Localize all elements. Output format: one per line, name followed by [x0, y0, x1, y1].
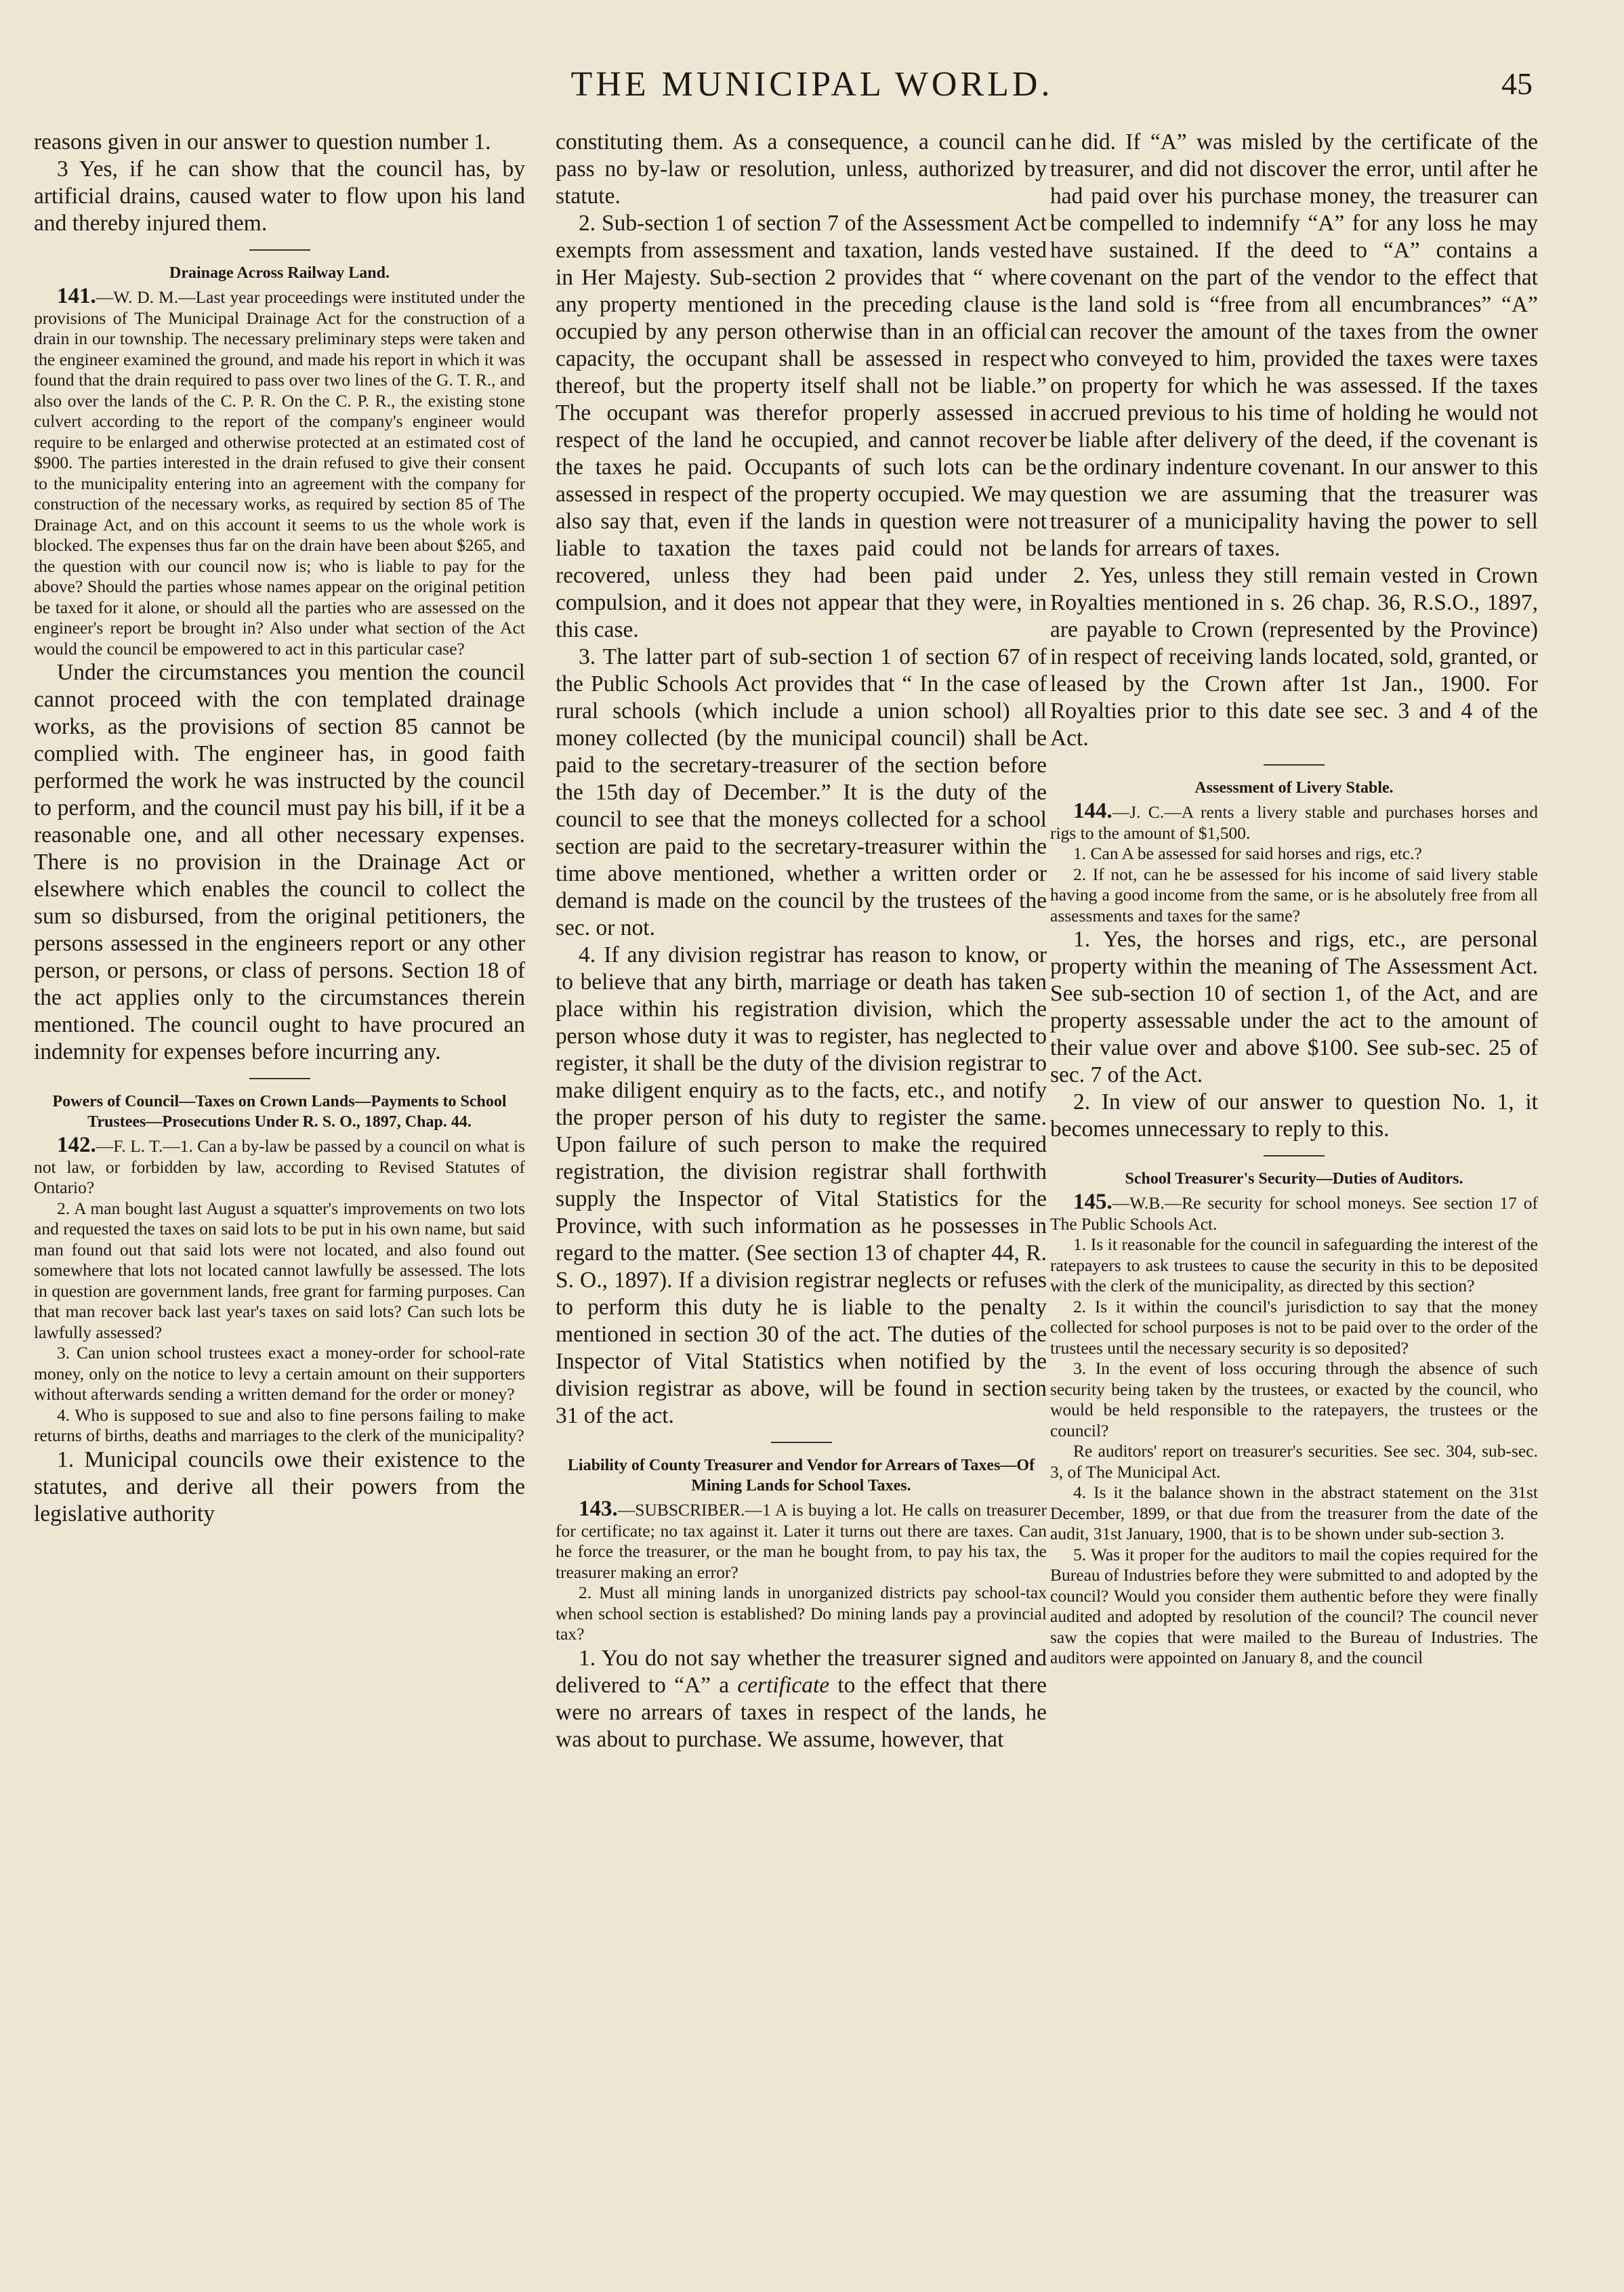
paragraph: 2. Sub-section 1 of section 7 of the Assessment Act exempts from assessment and taxation, lands vested in Her Majesty. Sub-section 2 provides that “ where any property mentioned in the preceding clause is occupied by any person otherwise than in an official capacity, the occupant shall be assessed in respect thereof, but the property itself shall not be liable.” The occupant was therefor properly assessed in respect of the land he occupied, and cannot recover the taxes he paid. Occupants of such lots can be assessed in respect of the property occupied. We may also say that, even if the lands in question were not liable to taxation the taxes paid could not be recovered, unless they had been paid under compulsion, and it does not appear that they were, in this case.	[556, 211, 1047, 642]
question-text: 2. A man bought last August a squatter's improvements on two lots and requested the taxes on said lots to be put in his own name, but said man found out that said lots were not located, and also found out somewhere that lots not located cannot lawfully be assessed. The lots in question are government lands, free grant for farming purposes. Can that man recover back last year's taxes on said lots? Can such lots be lawfully assessed?	[34, 1198, 525, 1342]
emphasis-text: certificate	[737, 1672, 830, 1698]
section-heading: Assessment of Livery Stable.	[1194, 779, 1394, 797]
section-divider	[1264, 1155, 1325, 1157]
section-heading: Drainage Across Railway Land.	[169, 264, 390, 282]
question-number: 143.	[579, 1497, 618, 1521]
question-text: 3. Can union school trustees exact a money-order for school-rate money, only on the notice to levy a certain amount on their supporters without afterwards sending a written demand for the order or money?	[34, 1343, 525, 1404]
answer-paragraph	[556, 1645, 1047, 1753]
section-divider	[249, 249, 310, 251]
paragraph: reasons given in our answer to question number 1.	[34, 129, 491, 154]
question-text: 2. If not, can he be assessed for his income of said livery stable having a good income from the same, or is he absolutely free from all assessments and taxes for the same?	[1050, 864, 1538, 925]
question-text: 3. In the event of loss occuring through the absence of such security being taken by the trustees, or exacted by the council, who would be held responsible to the ratepayers, the trustees or the council?	[1050, 1358, 1538, 1440]
section-divider	[1264, 764, 1325, 766]
paragraph: 4. If any division registrar has reason to know, or to believe that any birth, marriage or death has taken place within his registration division, which the person whose duty it was to register, has neglected to register, it shall be the duty of the division registrar to make diligent enquiry as to the facts, etc., and notify the proper person of his duty to register the same. Upon failure of such person to make the required registration, the division registrar shall forthwith supply the Inspector of Vital Statistics for the Province, with such information as he possesses in regard to the matter. (See section 13 of chapter 44, R. S. O., 1897). If a division registrar neglects or refuses to perform this duty he is liable to the penalty mentioned in section 30 of the act. The duties of the Inspector of Vital Statistics when notified by the division registrar as above, will be found in section 31 of the act.	[556, 942, 1047, 1428]
question-142	[34, 1135, 525, 1199]
question-number: 145.	[1073, 1190, 1112, 1214]
publication-title: THE MUNICIPAL WORLD.	[570, 65, 1054, 104]
question-text: —W.B.—Re security for school moneys. See section 17 of The Public Schools Act.	[1050, 1193, 1538, 1234]
answer-paragraph: 2. In view of our answer to question No. 1, it becomes unnecessary to reply to this.	[1050, 1089, 1538, 1142]
section-heading: School Treasurer's Security—Duties of Auditors.	[1125, 1170, 1463, 1188]
question-number: 141.	[57, 284, 96, 308]
question-text: 2. Must all mining lands in unorganized districts pay school-tax when school section is established? Do mining lands pay a provincial tax?	[556, 1583, 1047, 1644]
question-text: Re auditors' report on treasurer's securities. See sec. 304, sub-sec. 3, of The Municipal Act.	[1050, 1441, 1538, 1482]
paragraph: 2. Yes, unless they still remain vested in Crown Royalties mentioned in s. 26 chap. 36, R.S.O., 1897, are payable to Crown (represented by the Province) in respect of receiving lands located, sold, granted, or leased by the Crown after 1st Jan., 1900. For Royalties prior to this date see sec. 3 and 4 of the Act.	[1050, 563, 1538, 751]
answer-text: to the effect that there were no arrears of taxes in respect of the lands, he was about to purchase. We assume, however, that	[556, 1672, 1047, 1752]
column-2	[556, 129, 1047, 2263]
question-text: 4. Is it the balance shown in the abstract statement on the 31st December, 1899, or that due from the treasurer from the date of the audit, 31st January, 1900, that is to be shown under sub-section 3.	[1050, 1482, 1538, 1543]
section-heading: Powers of Council—Taxes on Crown Lands—Payments to School Trustees—Prosecutions Under R. S. O., 1897, Chap. 44.	[52, 1093, 507, 1131]
question-text: —F. L. T.—1. Can a by-law be passed by a council on what is not law, or forbidden by law, according to Revised Statutes of Ontario?	[34, 1136, 525, 1197]
section-divider	[771, 1442, 832, 1443]
question-text: 1. Can A be assessed for said horses and rigs, etc.?	[1073, 843, 1422, 863]
answer-paragraph: 1. Yes, the horses and rigs, etc., are personal property within the meaning of The Assessment Act. See sub-section 10 of section 1, of the Act, and are property assessable under the act to the amount of their value over and above $100. See sub-sec. 25 of sec. 7 of the Act.	[1050, 927, 1538, 1087]
paragraph: he did. If “A” was misled by the certificate of the treasurer, and did not discover the error, until after he had paid over his purchase money, the treasurer can be compelled to indemnify “A” for any loss he may have sustained. If the deed to “A” contains a covenant on the part of the vendor to the effect that the land sold is “free from all encumbrances” “A” can recover the amount of the taxes from the owner who conveyed to him, provided the taxes were taxes on property for which he was assessed. If the taxes accrued previous to his time of holding he would not be liable after delivery of the deed, if the covenant is the ordinary indenture covenant. In our answer to this question we are assuming that the treasurer was treasurer of a municipality having the power to sell lands for arrears of taxes.	[1050, 129, 1538, 561]
question-text: 1. Is it reasonable for the council in safeguarding the interest of the ratepayers to ask trustees to cause the security in this to be deposited with the clerk of the municipality, as directed by this section?	[1050, 1234, 1538, 1295]
paragraph: 3. The latter part of sub-section 1 of section 67 of the Public Schools Act provides that “ In the case of rural schools (which include a union school) all money collected (by the municipal council) shall be paid to the secretary-treasurer of the section before the 15th day of December.” It is the duty of the council to see that the moneys collected for a school section are paid to the secretary-treasurer within the time above mentioned, whether a written order or demand is made on the council by the trustees of the sec. or not.	[556, 644, 1047, 940]
question-text: —SUBSCRIBER.—1 A is buying a lot. He calls on treasurer for certificate; no tax against it. Later it turns out there are taxes. Can he force the treasurer, or the man he bought from, to pay his tax, the treasurer making an error?	[556, 1500, 1047, 1582]
question-text: 2. Is it within the council's jurisdiction to say that the money collected for school purposes is not to be paid over to the order of the trustees until the necessary security is so deposited?	[1050, 1296, 1538, 1358]
column-1	[34, 129, 525, 2263]
section-divider	[249, 1078, 310, 1079]
column-3	[1050, 129, 1538, 2263]
question-141	[34, 286, 525, 659]
question-text: 4. Who is supposed to sue and also to fine persons failing to make returns of births, deaths and marriages to the clerk of the municipality?	[34, 1404, 525, 1445]
answer-paragraph: Under the circumstances you mention the council cannot proceed with the con templated drainage works, as the provisions of section 85 cannot be complied with. The engineer has, in good faith performed the work he was instructed by the council to perform, and the council must pay his bill, if it be a reasonable one, and all other necessary expenses. There is no provision in the Drainage Act or elsewhere which enables the council to collect the sum so disbursed, from the original petitioners, the persons assessed in the engineers report or any other person, or persons, or class of persons. Section 18 of the act applies only to the circumstances therein mentioned. The council ought to have procured an indemnity for expenses before incurring any.	[34, 660, 525, 1064]
question-text: —W. D. M.—Last year proceedings were instituted under the provisions of The Municipal Drainage Act for the construction of a drain in our township. The necessary preliminary steps were taken and the engineer examined the ground, and made his report in which it was found that the drain required to pass over two lines of the G. T. R., and also over the lands of the C. P. R. On the C. P. R., the existing stone culvert according to the report of the company's engineer would require to be enlarged and otherwise protected at an estimated cost of $900. The parties interested in the drain refused to give their consent to the municipality entering into an agreement with the company for construction of the necessary works, as required by section 85 of The Drainage Act, and on this account it seems to us the whole work is blocked. The expenses thus far on the drain have been about $265, and the question with our council now is; who is liable to pay for the above? Should the parties whose names appear on the original petition be taxed for it alone, or should all the parties who are assessed on the engineer's report be brought in? Also under what section of the Act would the council be empowered to act in this particular case?	[34, 287, 525, 659]
paragraph: constituting them. As a consequence, a council can pass no by-law or resolution, unless, authorized by statute.	[556, 129, 1047, 209]
question-number: 142.	[57, 1133, 96, 1157]
masthead	[0, 64, 1624, 112]
answer-text: 1. You do not say whether the treasurer signed and delivered to “A” a	[556, 1645, 1047, 1698]
question-143	[556, 1499, 1047, 1583]
section-heading: Liability of County Treasurer and Vendor for Arrears of Taxes—Of Mining Lands for School Taxes.	[567, 1457, 1035, 1495]
question-number: 144.	[1073, 799, 1112, 823]
answer-paragraph: 1. Municipal councils owe their existence to the statutes, and derive all their powers from the legislative authority	[34, 1446, 525, 1526]
question-text: —J. C.—A rents a livery stable and purchases horses and rigs to the amount of $1,500.	[1050, 802, 1538, 843]
question-145	[1050, 1192, 1538, 1234]
question-144	[1050, 801, 1538, 843]
paragraph: 3 Yes, if he can show that the council has, by artificial drains, caused water to flow upon his land and thereby injured them.	[34, 157, 525, 236]
page-number: 45	[1501, 66, 1533, 101]
question-text: 5. Was it proper for the auditors to mail the copies required for the Bureau of Industries before they were submitted to and adopted by the council? Would you consider them authentic before they were finally audited and adopted by resolution of the council? The council never saw the copies that were mailed to the Bureau of Industries. The auditors were appointed on January 8, and the council	[1050, 1544, 1538, 1667]
